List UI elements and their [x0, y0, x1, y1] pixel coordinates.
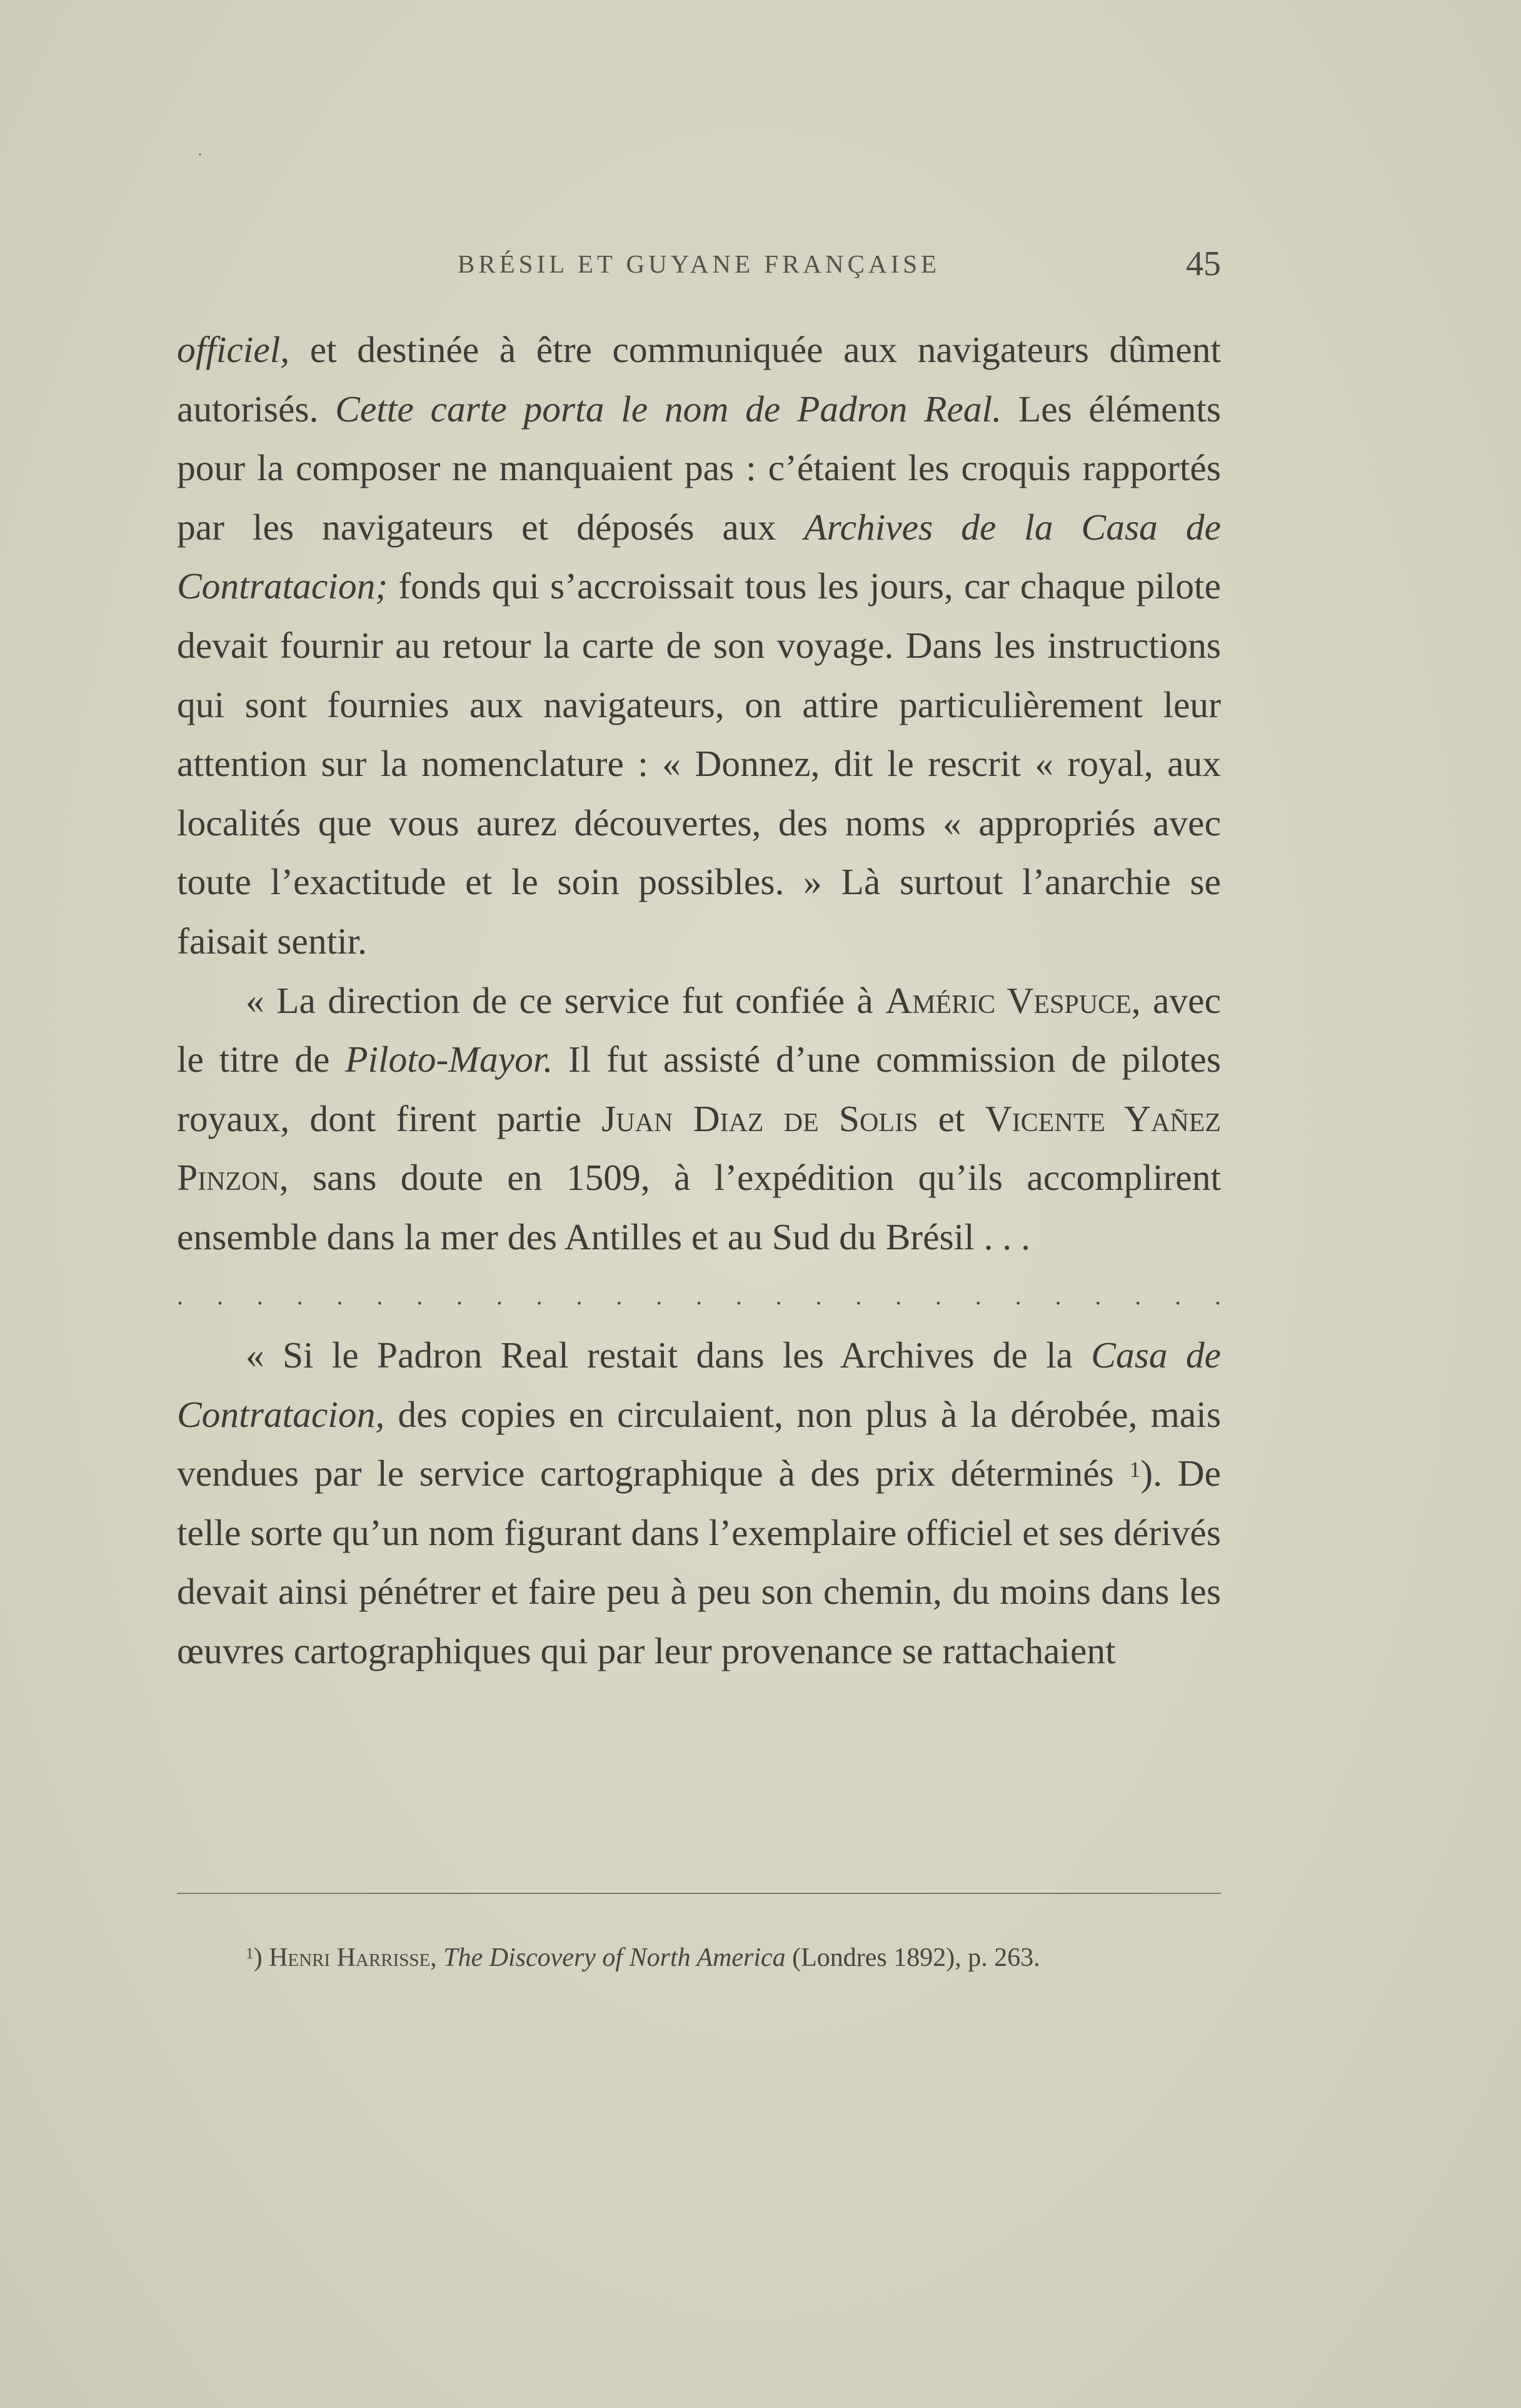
- ellipsis-dot: .: [616, 1281, 623, 1310]
- ellipsis-dot: .: [496, 1281, 503, 1310]
- ellipsis-dot: .: [416, 1281, 423, 1310]
- ellipsis-dot: .: [296, 1281, 303, 1310]
- text-run: Il fut assisté d’une commission de pilotes royaux, dont firent partie: [177, 1039, 1221, 1139]
- text-run: des copies en circulaient, non plus à la dérobée, mais vendues par le service cartographique à des prix déterminés: [177, 1393, 1221, 1494]
- footnote-divider: [177, 1893, 1221, 1894]
- text-run: fonds qui s’accroissait tous les jours, car chaque pilote devait fournir au retour la carte de son voyage. Dans les instructions qui sont fournies aux navigateurs, on attire particulièrement leur attention sur la nomenclature : « Donnez, dit le rescrit « royal, aux localités que vous aurez découvertes, des noms « appropriés avec toute l’exactitude et le soin possibles. » Là surtout l’anarchie se faisait sentir.: [177, 565, 1221, 962]
- italic-text: Piloto-Mayor.: [345, 1039, 553, 1081]
- text-run: (Londres 1892), p. 263.: [785, 1943, 1040, 1972]
- page-header: [177, 244, 1221, 299]
- ellipsis-dot: .: [656, 1281, 663, 1310]
- text-run: ): [253, 1943, 269, 1972]
- ellipsis-dot: .: [1055, 1281, 1062, 1310]
- footnote-1: [177, 1937, 1221, 1979]
- ellipsis-dot: .: [1175, 1281, 1182, 1310]
- footnote-marker: 1: [246, 1945, 254, 1962]
- ellipsis-dot: .: [1214, 1281, 1221, 1310]
- person-name: Améric Vespuce: [885, 979, 1132, 1021]
- ellipsis-dot: .: [855, 1281, 862, 1310]
- ellipsis-dot: .: [1135, 1281, 1142, 1310]
- text-run: « Si le Padron Real restait dans les Archives de la: [246, 1334, 1092, 1376]
- text-run: et destinée à être communiquée aux navigateurs dûment autorisés.: [177, 329, 1221, 430]
- paragraph-2: [177, 971, 1221, 1267]
- ellipsis-dot: .: [1095, 1281, 1102, 1310]
- ellipsis-dot: .: [935, 1281, 942, 1310]
- text-run: « La direction de ce service fut confiée à: [246, 979, 886, 1021]
- footnote-reference[interactable]: 1: [1129, 1457, 1141, 1483]
- italic-text: Cette carte porta le nom de Padron Real.: [335, 388, 1002, 430]
- ellipsis-dot: .: [1015, 1281, 1022, 1310]
- italic-text: officiel,: [177, 329, 290, 370]
- ellipsis-dot: .: [815, 1281, 822, 1310]
- ellipsis-dot: .: [536, 1281, 543, 1310]
- ellipsis-dot: .: [456, 1281, 463, 1310]
- italic-text: Archives de la Casa de Contratacion;: [177, 506, 1221, 607]
- ellipsis-dot: .: [775, 1281, 782, 1310]
- ellipsis-dot: .: [256, 1281, 263, 1310]
- ellipsis-dot: .: [576, 1281, 583, 1310]
- ellipsis-dot: .: [735, 1281, 742, 1310]
- ellipsis-dot: .: [895, 1281, 902, 1310]
- italic-text: Casa de Contratacion,: [177, 1334, 1221, 1435]
- person-name: Juan Diaz de Solis: [601, 1097, 918, 1139]
- text-run: ,: [430, 1943, 444, 1972]
- text-run: Les éléments pour la composer ne manquaient pas : c’étaient les croquis rapportés par les navigateurs et déposés aux: [177, 388, 1221, 548]
- ellipsis-line: [177, 1267, 1221, 1326]
- footnote: [177, 1937, 1221, 1979]
- footnote-author: Henri Harrisse: [269, 1943, 431, 1972]
- text-run: et: [918, 1097, 985, 1139]
- ellipsis-dot: .: [695, 1281, 702, 1310]
- ellipsis-dot: .: [177, 1281, 183, 1310]
- ellipsis-dot: .: [336, 1281, 343, 1310]
- paper-speck: [199, 153, 201, 156]
- paragraph-1: [177, 320, 1221, 971]
- text-run: , avec le titre de: [177, 979, 1222, 1081]
- page-number: 45: [1186, 244, 1221, 283]
- person-name: Vicente Yañez Pinzon: [177, 1097, 1222, 1199]
- ellipsis-dot: .: [975, 1281, 981, 1310]
- ellipsis-dot: .: [376, 1281, 383, 1310]
- body-text: [177, 320, 1221, 1681]
- running-head: BRÉSIL ET GUYANE FRANÇAISE: [457, 249, 941, 278]
- paragraph-3: [177, 1326, 1221, 1681]
- text-run: , sans doute en 1509, à l’expédition qu’ils accomplirent ensemble dans la mer des Antilles et au Sud du Brésil . . .: [177, 1157, 1221, 1257]
- ellipsis-dot: .: [216, 1281, 223, 1310]
- footnote-title: The Discovery of North America: [443, 1943, 786, 1972]
- text-run: ). De telle sorte qu’un nom figurant dans l’exemplaire officiel et ses dérivés devait ainsi pénétrer et faire peu à peu son chemin, du moins dans les œuvres cartographiques qui par leur provenance se rattachaient: [177, 1453, 1221, 1672]
